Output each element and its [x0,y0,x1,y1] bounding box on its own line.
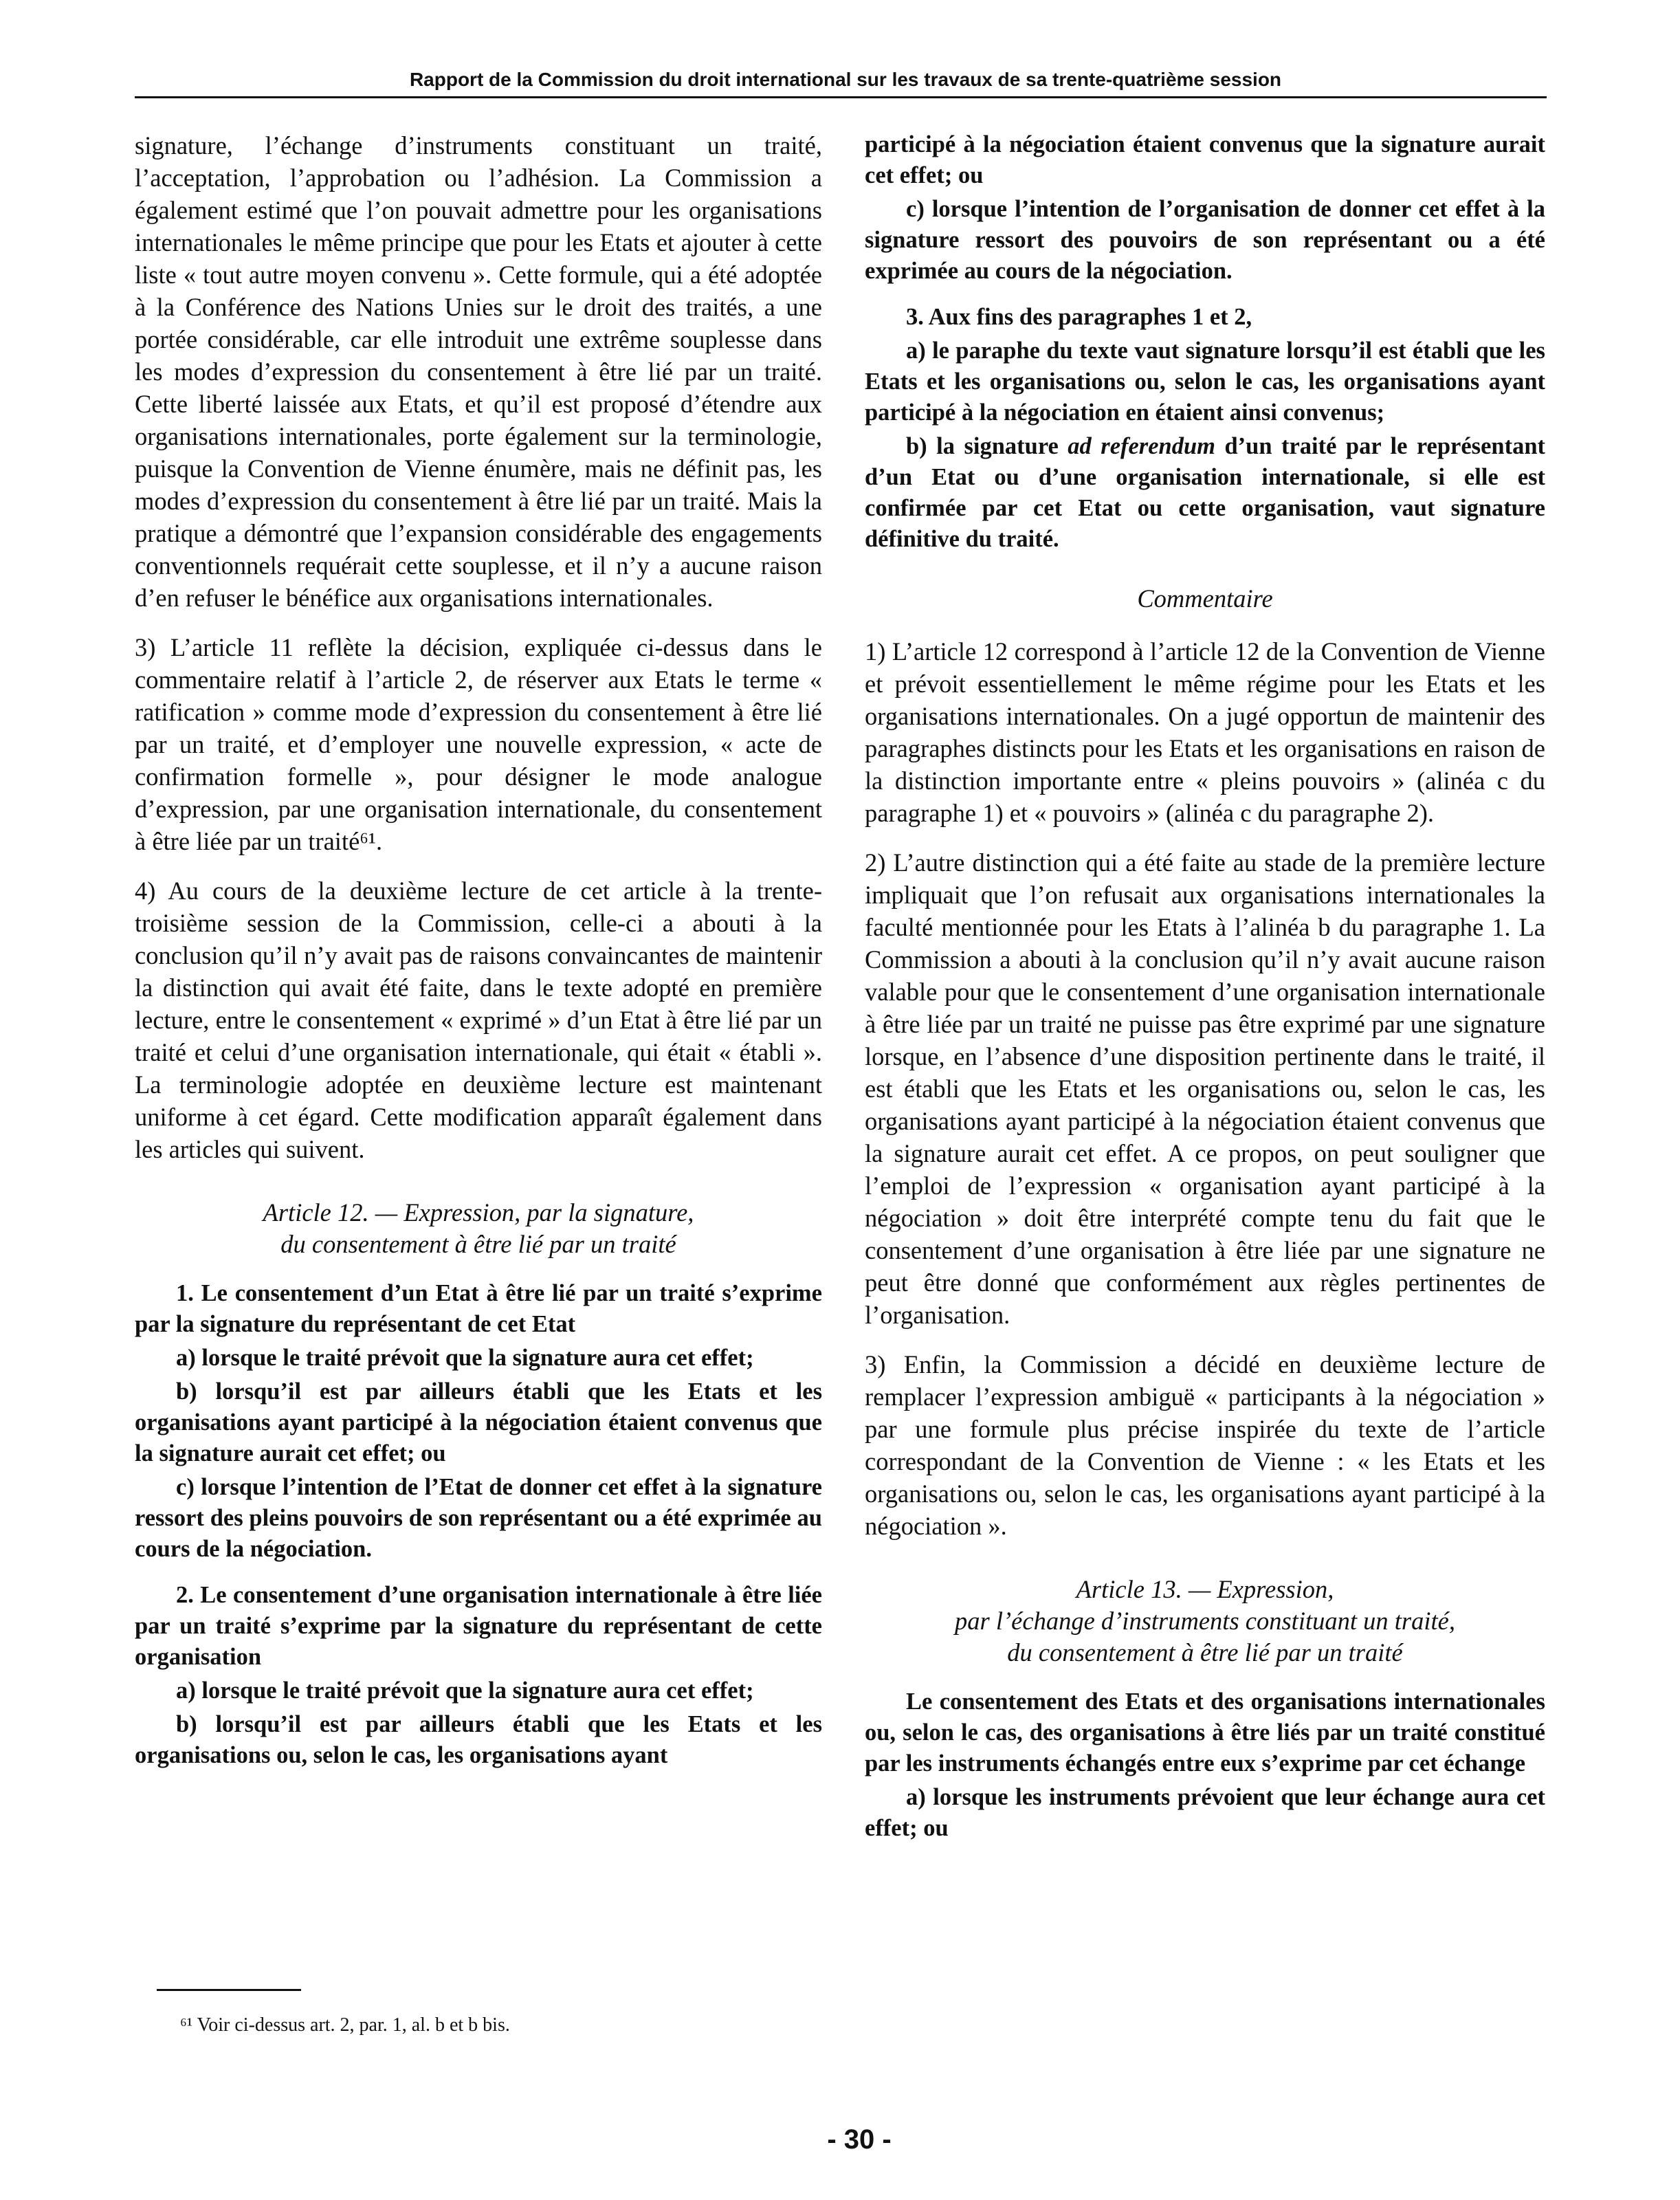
article-12-paragraph-3-a: a) le paraphe du texte vaut signature lorsqu’il est établi que les Etats et les organisations ou, selon le cas, les organisations ayant participé à la négociation en étaient ainsi convenus; [865,338,1545,426]
commentary-paragraph-1: 1) L’article 12 correspond à l’article 12 de la Convention de Vienne et prévoit essentiellement le même régime pour les Etats et les organisations internationales. On a jugé opportun de maintenir des paragraphes distincts pour les Etats et les organisations en raison de la distinction importante entre « pleins pouvoirs » (alinéa c du paragraphe 1) et « pouvoirs » (alinéa c du paragraphe 2). [865,637,1545,827]
article-12-paragraph-2-c: c) lorsque l’intention de l’organisation de donner cet effet à la signature ressort des pouvoirs de son représentant ou a été exprimée au cours de la négociation. [865,196,1545,284]
ad-referendum-term: ad referendum [1068,433,1216,459]
article-12-paragraph-2-b-continued: participé à la négociation étaient convenus que la signature aurait cet effet; ou [865,131,1545,188]
article-13-title-line-1: Article 13. — Expression, [1076,1575,1334,1603]
article-13-paragraph-a: a) lorsque les instruments prévoient que leur échange aura cet effet; ou [865,1784,1545,1841]
running-header: Rapport de la Commission du droit international sur les travaux de sa trente-quatrième session [409,69,1282,90]
article-12-paragraph-1-c: c) lorsque l’intention de l’Etat de donner cet effet à la signature ressort des pleins pouvoirs de son représentant ou a été exprimée au cours de la négociation. [135,1474,822,1562]
article-12-paragraph-2: 2. Le consentement d’une organisation internationale à être liée par un traité s’exprime par la signature du représentant de cette organisation [135,1582,822,1670]
paragraph-3: 3) L’article 11 reflète la décision, expliquée ci-dessus dans le commentaire relatif à l’article 2, de réserver aux Etats le terme « ratification » comme mode d’expression du consentement à être lié par un traité, et d’employer une nouvelle expression, « acte de confirmation formelle », pour désigner le mode analogue d’expression, par une organisation internationale, du consentement à être liée par un traité⁶¹. [135,633,822,855]
article-12-paragraph-2-a: a) lorsque le traité prévoit que la signature aura cet effet; [176,1678,754,1704]
article-12-paragraph-3-b-end: d’un traité par le représentant d’un Etat ou d’une organisation internationale, si elle est confirmée par cet Etat ou cette organisation, vaut signature définitive du traité. [865,433,1546,552]
right-column [865,129,1545,1847]
article-12-paragraph-3-b-start: b) la signature [906,433,1068,459]
article-12-paragraph-3: 3. Aux fins des paragraphes 1 et 2, [906,304,1252,330]
article-13-paragraph: Le consentement des Etats et des organisations internationales ou, selon le cas, des organisations à être liés par un traité constitué par les instruments échangés entre eux s’exprime par cet échange [865,1688,1545,1776]
paragraph-intro: signature, l’échange d’instruments constituant un traité, l’acceptation, l’approbation ou l’adhésion. La Commission a également estimé que l’on pouvait admettre pour les organisations internationales le même principe que pour les Etats et ajouter à cette liste « tout autre moyen convenu ». Cette formule, qui a été adoptée à la Conférence des Nations Unies sur le droit des traités, a une portée considérable, car elle introduit une extrême souplesse dans les modes d’expression du consentement à être lié par un traité. Cette liberté laissée aux Etats, et qu’il est proposé d’étendre aux organisations internationales, porte également sur la terminologie, puisque la Convention de Vienne énumère, mais ne définit pas, les modes d’expression du consentement à être lié par un traité. Mais la pratique a démontré que l’expansion considérable des engagements conventionnels requérait cette souplesse, et il n’y a aucune raison d’en refuser le bénéfice aux organisations internationales. [135,131,822,612]
article-12-heading [135,1197,822,1260]
page-number: - 30 - [827,2124,892,2155]
article-12-paragraph-1-b: b) lorsqu’il est par ailleurs établi que les Etats et les organisations ayant participé à la négociation étaient convenus que la signature aurait cet effet; ou [135,1378,822,1466]
article-12-paragraph-1-a: a) lorsque le traité prévoit que la signature aura cet effet; [176,1345,754,1371]
commentaire-heading: Commentaire [1137,584,1273,613]
left-column [135,129,822,1774]
article-12-title-line-2: du consentement à être lié par un traité [280,1230,676,1258]
article-12-paragraph-3-b [865,431,1545,555]
header-rule [135,96,1547,98]
commentary-paragraph-2: 2) L’autre distinction qui a été faite au stade de la première lecture impliquait que l’on refusait aux organisations internationales la faculté mentionnée pour les Etats à l’alinéa b du paragraphe 1. La Commission a abouti à la conclusion qu’il n’y avait aucune raison valable pour que le consentement d’une organisation internationale à être liée par un traité ne puisse pas être exprimé par une signature lorsque, en l’absence d’une disposition pertinente dans le traité, il est établi que les Etats et les organisations ou, selon le cas, les organisations ayant participé à la négociation étaient convenus que la signature aurait cet effet. A ce propos, on peut souligner que l’emploi de l’expression « organisation ayant participé à la négociation » doit être interprété compte tenu du fait que le consentement d’une organisation à être liée par une signature ne peut être donné que conformément aux règles pertinentes de l’organisation. [865,848,1545,1329]
article-12-title-line-1: Article 12. — Expression, par la signature, [263,1198,694,1226]
article-13-title-line-2: par l’échange d’instruments constituant un traité, [955,1607,1455,1635]
commentary-paragraph-3: 3) Enfin, la Commission a décidé en deuxième lecture de remplacer l’expression ambiguë « participants à la négociation » par une formule plus précise inspirée du texte de l’article correspondant de la Convention de Vienne : « les Etats et les organisations ou, selon le cas, les organisations ayant participé à la négociation ». [865,1350,1545,1540]
article-12-paragraph-1: 1. Le consentement d’un Etat à être lié par un traité s’exprime par la signature du représentant de cet Etat [135,1280,822,1337]
footnote: ⁶¹ Voir ci-dessus art. 2, par. 1, al. b et b bis. [180,2014,510,2036]
paragraph-4: 4) Au cours de la deuxième lecture de cet article à la trente-troisième session de la Commission, celle-ci a abouti à la conclusion qu’il n’y avait pas de raisons convaincantes de maintenir la distinction qui avait été faite, dans le texte adopté en première lecture, entre le consentement « exprimé » d’un Etat à être lié par un traité et celui d’une organisation internationale, qui était « établi ». La terminologie adoptée en deuxième lecture est maintenant uniforme à cet égard. Cette modification apparaît également dans les articles qui suivent. [135,877,822,1163]
footnote-rule [157,1989,301,1991]
article-13-heading [865,1574,1545,1669]
article-13-title-line-3: du consentement à être lié par un traité [1007,1638,1403,1666]
article-12-paragraph-2-b: b) lorsqu’il est par ailleurs établi que les Etats et les organisations ou, selon le cas, les organisations ayant [135,1711,822,1768]
